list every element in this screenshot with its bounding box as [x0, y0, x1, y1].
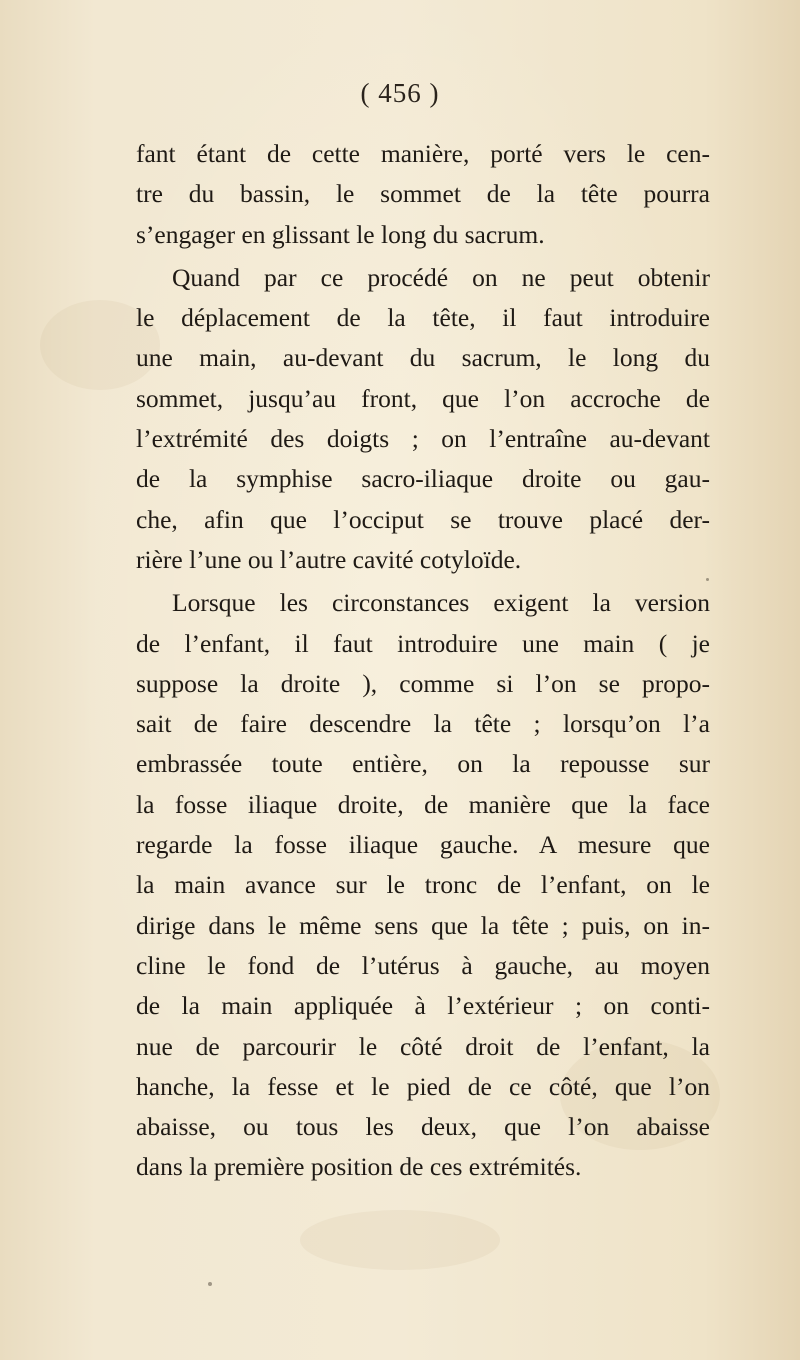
text-line: rière l’une ou l’autre cavité cotyloïde.	[136, 544, 522, 574]
text-line: la main avance sur le tronc de l’enfant, on le	[136, 870, 710, 900]
paragraph	[136, 258, 710, 580]
text-line: cline le fond de l’utérus à gauche, au moyen	[136, 950, 710, 980]
text-line: abaisse, ou tous les deux, que l’on abaisse	[136, 1112, 710, 1142]
text-line: sait de faire descendre la tête ; lorsqu’on l’a	[136, 709, 710, 739]
text-line: de la symphise sacro-iliaque droite ou gau-	[136, 464, 710, 494]
text-line: sommet, jusqu’au front, que l’on accroche de	[136, 383, 710, 413]
text-line: Quand par ce procédé on ne peut obtenir	[172, 262, 710, 292]
text-line: dans la première position de ces extrémités.	[136, 1152, 582, 1182]
text-line: de l’enfant, il faut introduire une main ( je	[136, 628, 710, 658]
text-line: le déplacement de la tête, il faut introduire	[136, 303, 710, 333]
text-line: suppose la droite ), comme si l’on se propo-	[136, 668, 710, 698]
text-line: tre du bassin, le sommet de la tête pourra	[136, 179, 710, 209]
text-line: s’engager en glissant le long du sacrum.	[136, 219, 545, 249]
page-number: ( 456 )	[360, 78, 440, 108]
text-line: la fosse iliaque droite, de manière que la face	[136, 789, 710, 819]
text-line: embrassée toute entière, on la repousse sur	[136, 749, 710, 779]
text-line: regarde la fosse iliaque gauche. A mesure que	[136, 830, 710, 860]
ink-speck	[208, 1282, 212, 1286]
paragraph	[136, 134, 710, 255]
text-line: Lorsque les circonstances exigent la version	[172, 588, 710, 618]
paper-stain	[300, 1210, 500, 1270]
text-line: dirige dans le même sens que la tête ; puis, on in-	[136, 910, 710, 940]
body-text	[136, 134, 710, 1188]
text-line: une main, au-devant du sacrum, le long du	[136, 343, 710, 373]
text-line: de la main appliquée à l’extérieur ; on conti-	[136, 991, 710, 1021]
text-line: hanche, la fesse et le pied de ce côté, que l’on	[136, 1071, 710, 1101]
text-line: l’extrémité des doigts ; on l’entraîne au-devant	[136, 424, 710, 454]
text-line: nue de parcourir le côté droit de l’enfant, la	[136, 1031, 710, 1061]
text-line: che, afin que l’occiput se trouve placé der-	[136, 504, 710, 534]
text-line: fant étant de cette manière, porté vers le cen-	[136, 139, 710, 168]
paragraph	[136, 583, 710, 1187]
